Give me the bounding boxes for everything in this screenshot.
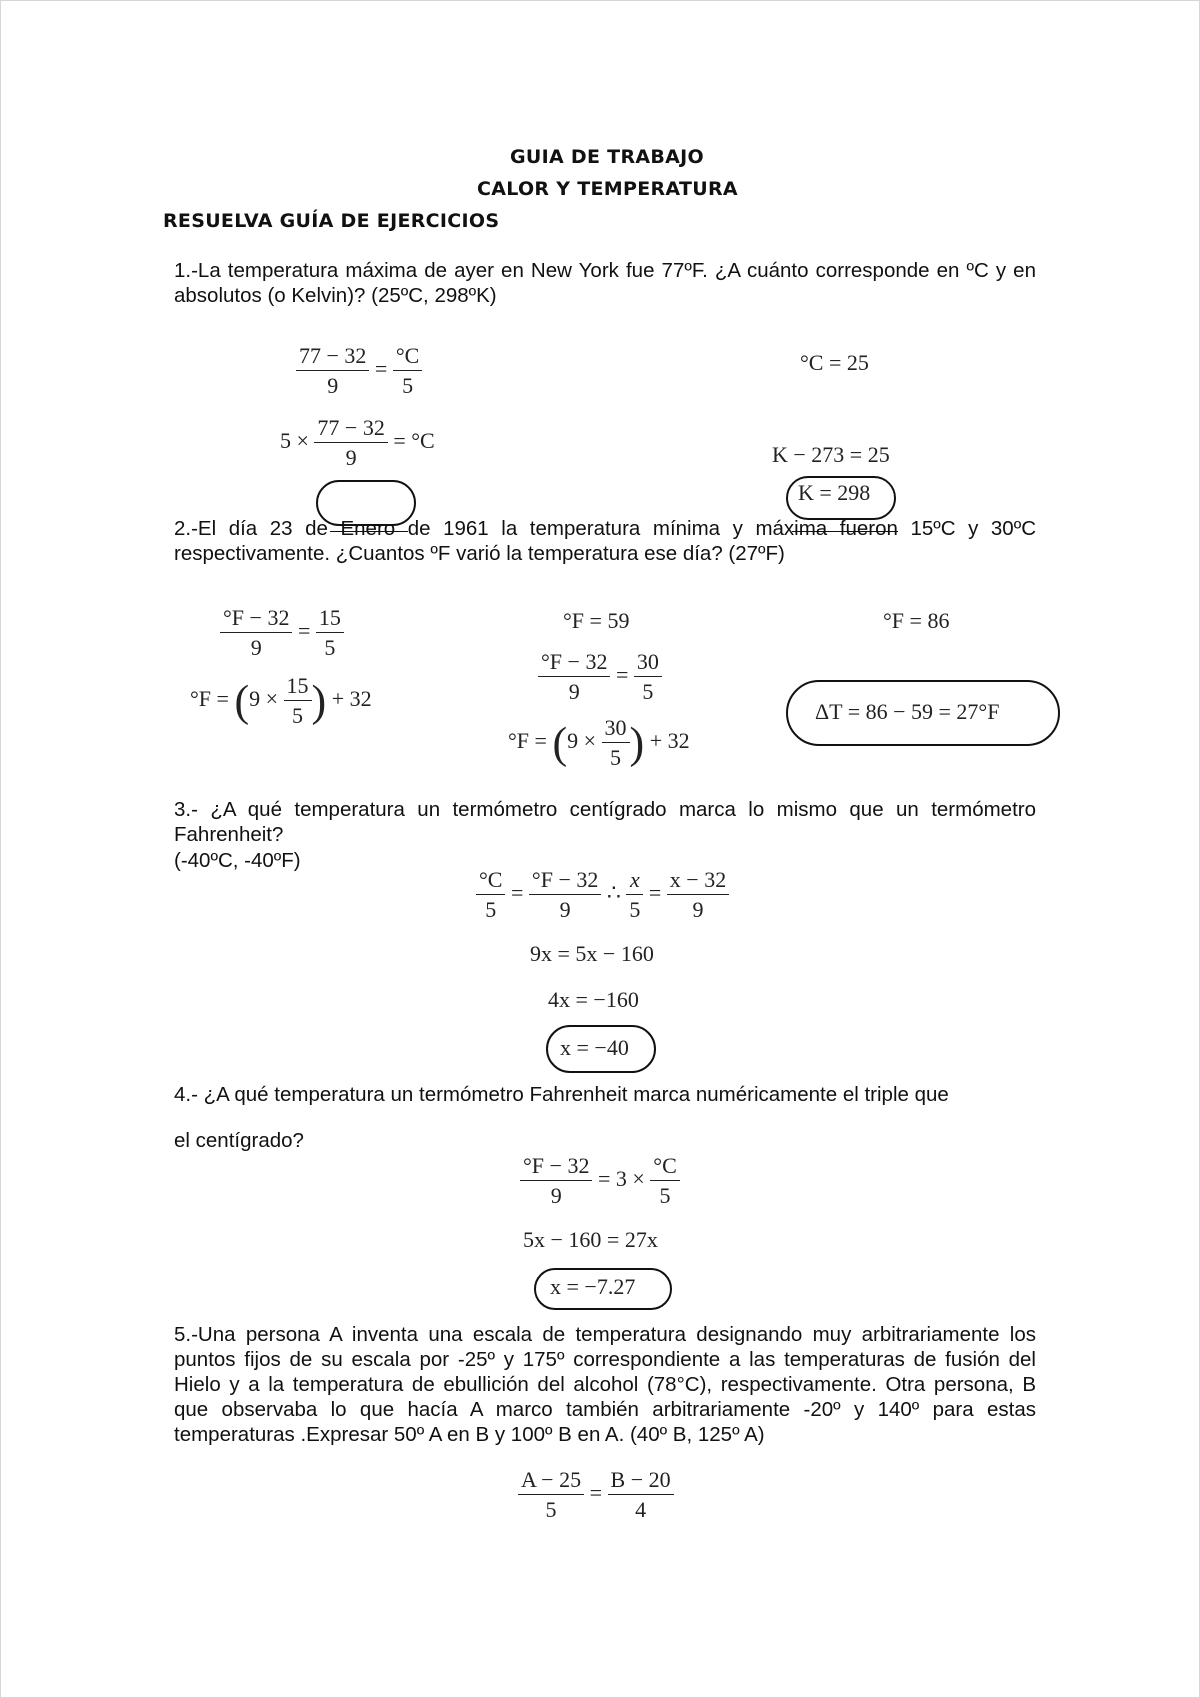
variable-x: x (629, 867, 640, 892)
equation-2g: ΔT = 86 − 59 = 27°F (815, 699, 1000, 724)
fraction-denominator: 5 (402, 373, 414, 399)
title-line-1: GUIA DE TRABAJO (510, 146, 704, 168)
fraction-denominator: 5 (629, 897, 641, 923)
equation-1c: °C = 25 (800, 350, 869, 375)
fraction-denominator: 5 (610, 745, 622, 771)
equation-2b (190, 674, 372, 728)
exercise-5-text: 5.-Una persona A inventa una escala de temperatura designando muy arbitrariamente los puntos fijos de su escala por -25º y 175º correspondiente a las temperaturas de fusión del Hielo y a la temperatura de ebullición del alcohol (78°C), respectivamente. Otra persona, B que observaba lo que hacía A marco también arbitrariamente -20º y 140º para estas temperaturas .Expresar 50º A en B y 100º B en A. (40º B, 125º A) (174, 1323, 1036, 1446)
equation-2e (508, 716, 690, 770)
fraction-numerator: 15 (284, 674, 312, 701)
fraction-denominator: 9 (568, 679, 580, 705)
equation-4a (520, 1154, 680, 1208)
exercise-3-answer: (-40ºC, -40ºF) (174, 849, 301, 872)
fraction-numerator: 30 (602, 716, 630, 743)
fraction-numerator: x − 32 (667, 868, 729, 895)
fraction-denominator: 5 (659, 1183, 671, 1209)
strike-mark (792, 531, 898, 532)
left-paren: ( (552, 718, 568, 768)
fraction-numerator: 77 − 32 (296, 344, 369, 371)
equation-1a: $\frac{77 - 32}{9}$ = $\frac{^\circ C}{5}$ (296, 344, 422, 398)
equation-inner: 9 × (567, 728, 597, 754)
right-paren: ) (311, 676, 327, 726)
fraction-numerator: A − 25 (518, 1468, 584, 1495)
equation-2c: °F = 59 (563, 608, 630, 633)
exercise-1-text: 1.-La temperatura máxima de ayer en New York fue 77ºF. ¿A cuánto corresponde en ºC y en absolutos (o Kelvin)? (25ºC, 298ºK) (174, 259, 1036, 307)
equation-1b (280, 416, 435, 470)
fraction-denominator: 5 (292, 703, 304, 729)
fraction-numerator: °F − 32 (520, 1154, 592, 1181)
equation-2d: $\frac{^\circ F - 32}{9}$ = $\frac{30}{5}$ (538, 650, 662, 704)
equation-prefix: 5 × (280, 428, 309, 454)
fraction-denominator: 5 (642, 679, 654, 705)
equation-suffix: + 32 (331, 686, 372, 712)
fraction-denominator: 5 (324, 635, 336, 661)
left-paren: ( (234, 676, 250, 726)
fraction-numerator: °C (650, 1154, 679, 1181)
fraction-numerator: 15 (316, 606, 344, 633)
fraction-numerator: 30 (634, 650, 662, 677)
fraction-numerator: B − 20 (608, 1468, 674, 1495)
equation-4c: x = −7.27 (550, 1274, 636, 1299)
fraction-numerator: °C (393, 344, 422, 371)
strike-mark (330, 531, 408, 532)
equation-4b: 5x − 160 = 27x (523, 1227, 658, 1252)
equation-suffix: + 32 (649, 728, 690, 754)
exercise-2-text: 2.-El día 23 de Enero de 1961 la temperatura mínima y máxima fueron 15ºC y 30ºC respectivamente. ¿Cuantos ºF varió la temperatura ese día? (27ºF) (174, 517, 1036, 565)
equation-1d: K − 273 = 25 (772, 442, 890, 467)
equation-inner: 9 × (249, 686, 279, 712)
fraction-denominator: 4 (635, 1497, 647, 1523)
fraction-denominator: 5 (485, 897, 497, 923)
equation-3c: 4x = −160 (548, 987, 639, 1012)
fraction-denominator: 9 (327, 373, 339, 399)
fraction-numerator: °F − 32 (529, 868, 601, 895)
fraction-numerator (626, 868, 643, 895)
title-line-2: CALOR Y TEMPERATURA (477, 178, 738, 200)
equation-3d: x = −40 (560, 1035, 629, 1060)
fraction-denominator: 5 (545, 1497, 557, 1523)
fraction-numerator: °F − 32 (538, 650, 610, 677)
answer-oval-kelvin (786, 476, 896, 520)
equation-5: $\frac{A - 25}{5}$ = $\frac{B - 20}{4}$ (518, 1468, 674, 1522)
fraction-denominator: 9 (692, 897, 704, 923)
fraction-denominator: 9 (250, 635, 262, 661)
exercise-4-text-line-1: 4.- ¿A qué temperatura un termómetro Fahrenheit marca numéricamente el triple que (174, 1083, 949, 1106)
equation-2f: °F = 86 (883, 608, 950, 633)
fraction-denominator: 9 (550, 1183, 562, 1209)
exercise-4-text-line-2: el centígrado? (174, 1129, 304, 1152)
equation-3b: 9x = 5x − 160 (530, 941, 654, 966)
fraction-numerator: °C (476, 868, 505, 895)
fraction-denominator: 9 (559, 897, 571, 923)
equation-3a: $\frac{^\circ C}{5}$ = $\frac{^\circ F - 32}{9}$ ∴ $\frac{x}{5}$ = $\frac{x - 32}{9}$ (476, 868, 729, 922)
fraction-denominator: 9 (345, 445, 357, 471)
equation-prefix: °F = (190, 686, 229, 712)
equation-suffix: = °C (393, 428, 435, 454)
exercise-3-text: 3.- ¿A qué temperatura un termómetro centígrado marca lo mismo que un termómetro Fahrenheit? (174, 798, 1036, 846)
fraction-numerator: °F − 32 (220, 606, 292, 633)
equation-1e: K = 298 (798, 480, 871, 505)
equation-2a: $\frac{^\circ F - 32}{9}$ = $\frac{15}{5}$ (220, 606, 344, 660)
equation-prefix: °F = (508, 728, 547, 754)
equation-middle: = 3 × (597, 1166, 645, 1192)
right-paren: ) (629, 718, 645, 768)
fraction-numerator: 77 − 32 (314, 416, 387, 443)
subtitle: RESUELVA GUÍA DE EJERCICIOS (163, 210, 500, 232)
